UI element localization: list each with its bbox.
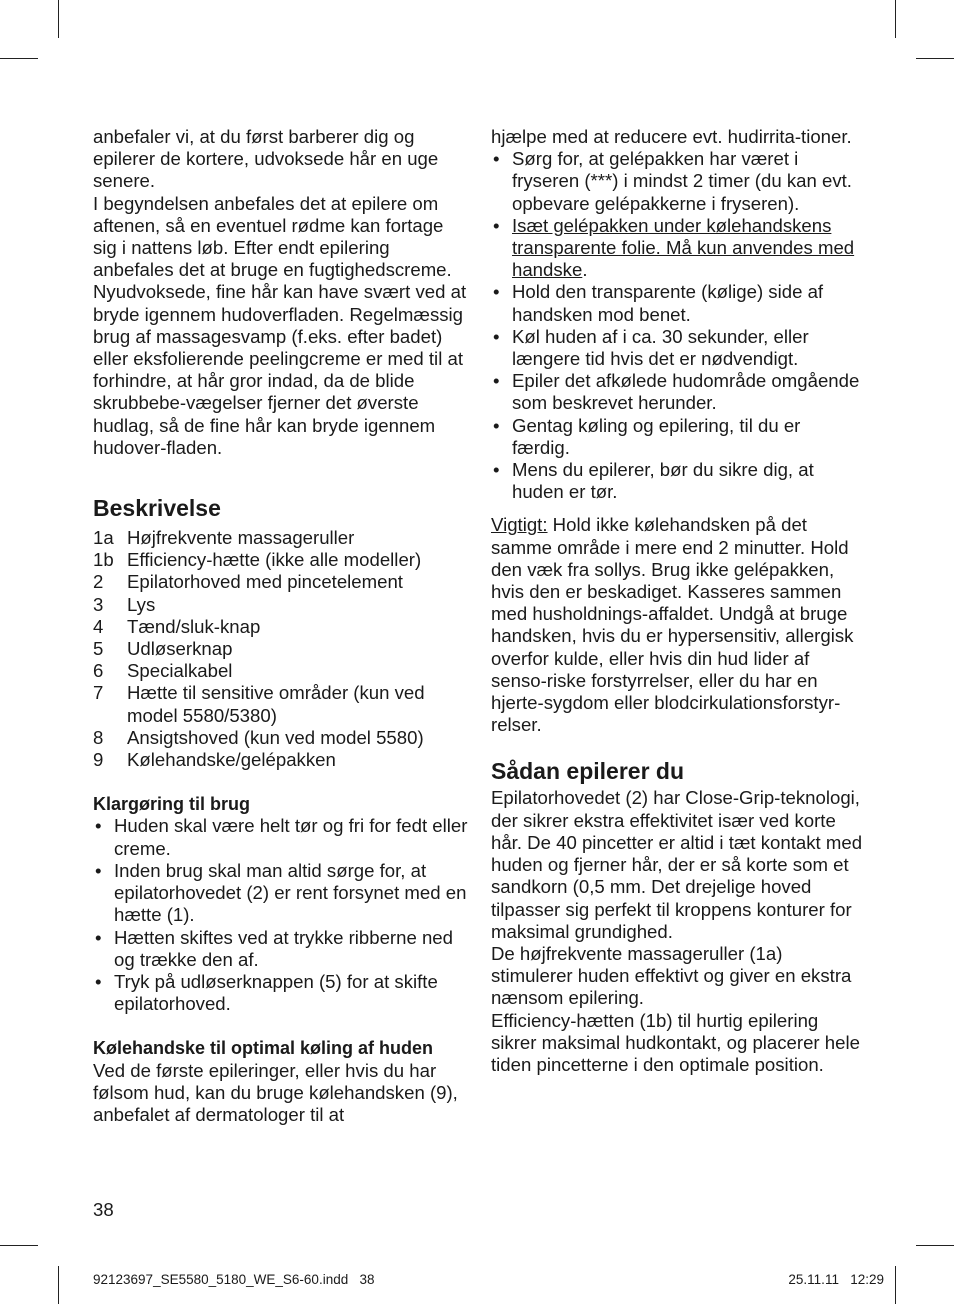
cooling-steps-list (491, 148, 863, 503)
list-item: • Inden brug skal man altid sørge for, at epilatorhovedet (2) er rent forsynet med en hætte (1). (93, 860, 468, 927)
footer-file-info: 92123697_SE5580_5180_WE_S6-60.indd 38 (93, 1272, 375, 1287)
underlined-instruction: Isæt gelépakken under kølehandskens transparente folie. Må kun anvendes med handske (512, 214, 855, 281)
beskrivelse-heading: Beskrivelse (93, 495, 221, 522)
kolehandske-paragraph: Ved de første epileringer, eller hvis du har følsom hud, kan du bruge kølehandsken (9), anbefalet af dermatologer til at (93, 1059, 458, 1125)
crop-mark-top-left-h (0, 58, 38, 59)
list-item: 8 Ansigtshoved (kun ved model 5580) (93, 726, 424, 748)
klargoring-list (93, 815, 468, 1015)
list-item: • Epiler det afkølede hudområde omgående som beskrevet herunder. (491, 370, 863, 414)
list-item: • Mens du epilerer, bør du sikre dig, at huden er tør. (491, 459, 863, 503)
crop-mark-top-right-v (895, 0, 896, 38)
list-item: 5 Udløserknap (93, 638, 233, 660)
list-item: 1b Efficiency-hætte (ikke alle modeller) (93, 549, 422, 571)
list-item: • Hætten skiftes ved at trykke ribberne ned og trække den af. (93, 927, 468, 971)
crop-mark-top-right-h (916, 58, 954, 59)
list-item: 1a Højfrekvente massageruller (93, 527, 355, 549)
beskrivelse-list (93, 527, 468, 771)
intro-paragraph-2: I begyndelsen anbefales det at epilere om aftenen, så en eventuel rødme kan fortage sig i nattens løb. Efter endt epilering anbefales det at bruge en fugtighedscreme. (93, 192, 452, 281)
sadan-paragraph-3: Efficiency-hætten (1b) til hurtig epilering sikrer maksimal hudkontakt, og placerer hele tiden pincetterne i den optimale position. (491, 1009, 860, 1075)
continued-paragraph: hjælpe med at reducere evt. hudirrita-tioner. (491, 126, 852, 147)
list-item: • Huden skal være helt tør og fri for fedt eller creme. (93, 815, 468, 859)
intro-paragraph-1: anbefaler vi, at du først barberer dig og epilerer de kortere, udvoksede hår en uge senere. (93, 126, 439, 192)
list-item: • Tryk på udløserknappen (5) for at skifte epilatorhoved. (93, 971, 468, 1015)
right-column (491, 126, 863, 1076)
klargoring-heading: Klargøring til brug (93, 794, 250, 815)
crop-mark-bottom-left-h (0, 1245, 38, 1246)
kolehandske-heading: Kølehandske til optimal køling af huden (93, 1038, 434, 1059)
list-item: • Hold den transparente (kølige) side af handsken mod benet. (491, 281, 863, 325)
list-item: 4 Tænd/sluk-knap (93, 615, 261, 637)
list-item: • Isæt gelépakken under kølehandskens transparente folie. Må kun anvendes med handske. (491, 215, 863, 282)
list-item: 6 Specialkabel (93, 660, 233, 682)
crop-mark-bottom-right-v (895, 1266, 896, 1304)
sadan-paragraph-1: Epilatorhovedet (2) har Close-Grip-teknologi, der sikrer ekstra effektivitet især ved korte hår. De 40 pincetter er altid i tæt kontakt med huden og fjerner hår, der er så korte som et sandkorn (0,5 mm. Det drejelige hoved tilpasser sig perfekt til kroppens konturer for maksimal grundighed. (491, 787, 863, 942)
vigtigt-paragraph: Vigtigt: Hold ikke kølehandsken på det samme område i mere end 2 minutter. Hold den væk fra sollys. Brug ikke gelépakken, hvis den er beskadiget. Kasseres sammen med husholdnings-affaldet. Undgå at bruge handsken, hvis du er hypersensitiv, allergisk overfor kulde, eller hvis din hud lider af senso-riske forstyrrelser, eller du har en hjerte-sygdom eller blodcirkulationsforstyr-relser. (491, 514, 854, 736)
list-item: • Gentag køling og epilering, til du er færdig. (491, 415, 863, 459)
list-item: 9 Kølehandske/gelépakken (93, 749, 336, 771)
list-item: • Sørg for, at gelépakken har været i fryseren (***) i mindst 2 timer (du kan evt. opbevare gelépakkerne i fryseren). (491, 148, 863, 215)
crop-mark-bottom-left-v (58, 1266, 59, 1304)
footer-date: 25.11.11 12:29 (788, 1272, 884, 1287)
left-column (93, 126, 468, 1126)
list-item: 7 Hætte til sensitive områder (kun ved model 5580/5380) (93, 682, 425, 726)
sadan-paragraph-2: De højfrekvente massageruller (1a) stimulerer huden effektivt og giver en ekstra nænsom epilering. (491, 942, 852, 1009)
crop-mark-bottom-right-h (916, 1245, 954, 1246)
list-item: • Køl huden af i ca. 30 sekunder, eller længere tid hvis det er nødvendigt. (491, 326, 863, 370)
list-item: 3 Lys (93, 593, 156, 615)
list-item: 2 Epilatorhoved med pincetelement (93, 571, 403, 593)
page-number: 38 (93, 1199, 114, 1220)
sadan-heading: Sådan epilerer du (491, 758, 685, 785)
intro-paragraph-3: Nyudvoksede, fine hår kan have svært ved at bryde igennem hudoverfladen. Regelmæssig brug af massagesvamp (f.eks. efter badet) eller eksfolierende peelingcreme er med til at forhindre, at hår gror indad, da de blide skrubbebe-vægelser fjerner det øverste hudlag, så de fine hår kan bryde igennem hudover-fladen. (93, 281, 467, 458)
crop-mark-top-left-v (58, 0, 59, 38)
vigtigt-label: Vigtigt: (491, 514, 548, 536)
